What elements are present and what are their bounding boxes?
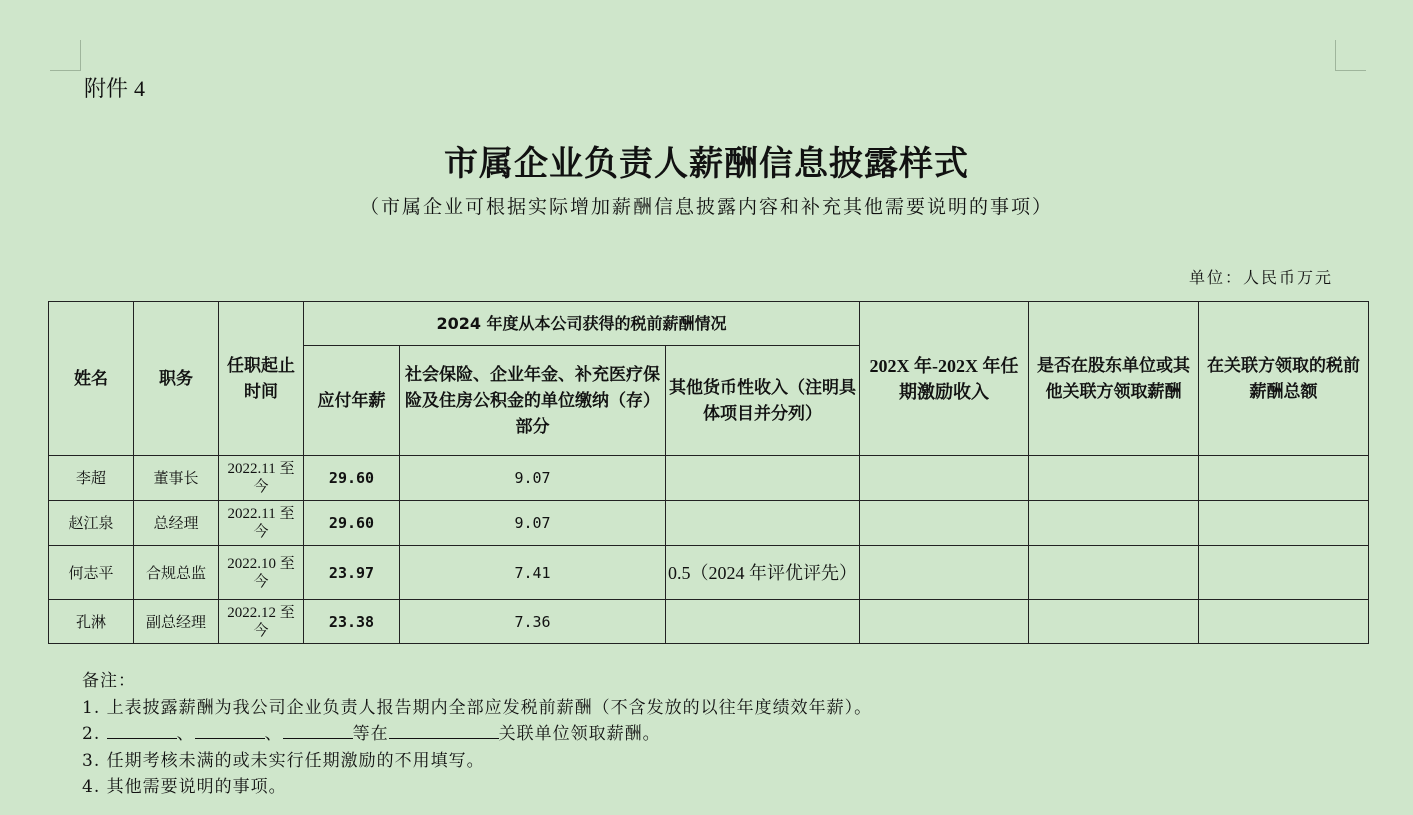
cell-annual-salary: 23.38 xyxy=(304,600,400,644)
note-2-middle: 等在 xyxy=(352,724,389,744)
cell-position: 总经理 xyxy=(134,501,219,546)
cell-position: 合规总监 xyxy=(134,546,219,600)
cell-other-income xyxy=(666,600,860,644)
header-name: 姓名 xyxy=(49,302,134,456)
cell-other-income: 0.5（2024 年评优评先） xyxy=(666,546,860,600)
note-item-4: 4. 其他需要说明的事项。 xyxy=(82,777,287,797)
header-social-insurance: 社会保险、企业年金、补充医疗保险及住房公积金的单位缴纳（存）部分 xyxy=(400,346,666,456)
cell-name: 李超 xyxy=(49,456,134,501)
currency-unit: 单位：人民币万元 xyxy=(1188,268,1333,287)
cell-annual-salary: 29.60 xyxy=(304,501,400,546)
table-row xyxy=(49,456,1369,501)
cell-term: 2022.11 至今 xyxy=(219,456,304,501)
cell-position: 董事长 xyxy=(134,456,219,501)
note-item-3: 3. 任期考核未满的或未实行任期激励的不用填写。 xyxy=(82,750,485,771)
table-row xyxy=(49,501,1369,546)
attachment-label xyxy=(84,72,145,103)
header-incentive: 202X 年-202X 年任期激励收入 xyxy=(860,302,1029,456)
fill-blank[interactable] xyxy=(107,722,177,739)
document-subtitle: （市属企业可根据实际增加薪酬信息披露内容和补充其他需要说明的事项） xyxy=(359,196,1053,218)
page-corner-mark-top-left xyxy=(50,40,81,71)
cell-other-income xyxy=(666,456,860,501)
attachment-text: 附件 xyxy=(84,77,129,102)
header-position: 职务 xyxy=(134,302,219,456)
cell-term: 2022.11 至今 xyxy=(219,501,304,546)
cell-other-income xyxy=(666,501,860,546)
attachment-number: 4 xyxy=(134,76,146,101)
cell-annual-salary: 23.97 xyxy=(304,546,400,600)
cell-name: 赵江泉 xyxy=(49,501,134,546)
cell-shareholder xyxy=(1029,501,1199,546)
page-corner-mark-top-right xyxy=(1335,40,1366,71)
note-2-separator: 、 xyxy=(264,724,283,744)
header-annual-salary: 应付年薪 xyxy=(304,346,400,456)
note-2-separator: 、 xyxy=(176,724,195,744)
cell-related-total xyxy=(1199,501,1369,546)
cell-related-total xyxy=(1199,456,1369,501)
cell-related-total xyxy=(1199,546,1369,600)
cell-social: 7.36 xyxy=(400,600,666,644)
cell-incentive xyxy=(860,546,1029,600)
table-row xyxy=(49,546,1369,600)
cell-shareholder xyxy=(1029,546,1199,600)
cell-name: 孔淋 xyxy=(49,600,134,644)
note-2-prefix: 2. xyxy=(82,724,107,744)
cell-related-total xyxy=(1199,600,1369,644)
cell-social: 7.41 xyxy=(400,546,666,600)
notes-section xyxy=(82,668,872,801)
table-row xyxy=(49,600,1369,644)
notes-heading: 备注： xyxy=(82,671,136,691)
cell-term: 2022.12 至今 xyxy=(219,600,304,644)
document-title: 市属企业负责人薪酬信息披露样式 xyxy=(444,144,969,184)
cell-position: 副总经理 xyxy=(134,600,219,644)
salary-disclosure-table xyxy=(48,301,1369,644)
cell-shareholder xyxy=(1029,456,1199,501)
cell-annual-salary: 29.60 xyxy=(304,456,400,501)
cell-incentive xyxy=(860,600,1029,644)
cell-incentive xyxy=(860,456,1029,501)
fill-blank[interactable] xyxy=(195,722,265,739)
note-item-1: 1. 上表披露薪酬为我公司企业负责人报告期内全部应发税前薪酬（不含发放的以往年度绩效年薪）。 xyxy=(82,697,873,718)
header-group-pretax-salary: 2024 年度从本公司获得的税前薪酬情况 xyxy=(304,302,860,346)
cell-social: 9.07 xyxy=(400,456,666,501)
fill-blank[interactable] xyxy=(389,722,499,739)
header-other-income: 其他货币性收入（注明具体项目并分列） xyxy=(666,346,860,456)
header-term: 任职起止时间 xyxy=(219,302,304,456)
cell-term: 2022.10 至今 xyxy=(219,546,304,600)
cell-shareholder xyxy=(1029,600,1199,644)
cell-name: 何志平 xyxy=(49,546,134,600)
header-shareholder: 是否在股东单位或其他关联方领取薪酬 xyxy=(1029,302,1199,456)
cell-incentive xyxy=(860,501,1029,546)
header-related-total: 在关联方领取的税前薪酬总额 xyxy=(1199,302,1369,456)
cell-social: 9.07 xyxy=(400,501,666,546)
note-item-2 xyxy=(82,721,872,748)
fill-blank[interactable] xyxy=(283,722,353,739)
note-2-suffix: 关联单位领取薪酬。 xyxy=(498,724,661,744)
